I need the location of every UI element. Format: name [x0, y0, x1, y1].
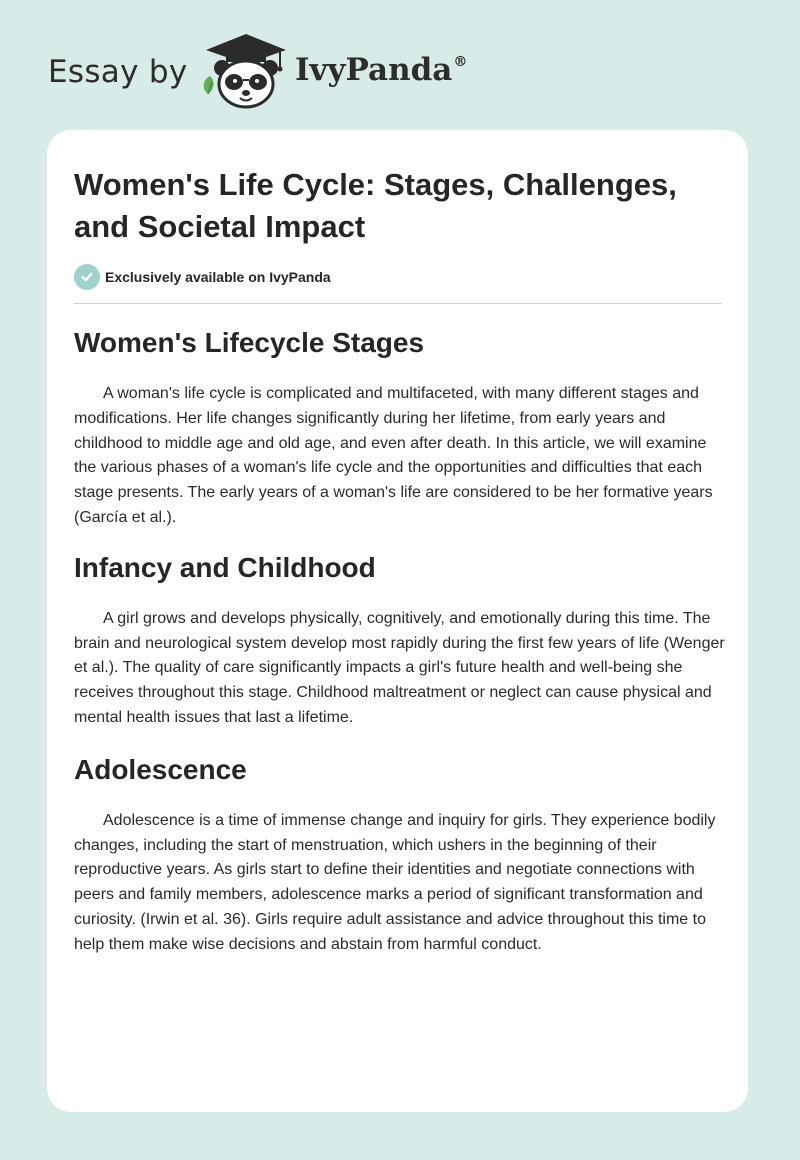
check-icon: [74, 264, 100, 290]
panda-graduate-logo-icon[interactable]: [200, 30, 292, 110]
site-header: [0, 0, 800, 130]
section-infancy-childhood: [74, 545, 726, 731]
section-paragraph: A woman's life cycle is complicated and multifaceted, with many different stages and modifications. Her life changes significantly during her lifetime, from early years and childhood to middle age and old age, and even after death. In this article, we will examine the various phases of a woman's life cycle and the opportunities and difficulties that each stage presents. The early years of a woman's life are considered to be her formative years (García et al.).: [74, 385, 713, 526]
section-heading: Adolescence: [74, 753, 247, 785]
essay-by-label: Essay by: [48, 54, 188, 90]
section-paragraph: A girl grows and develops physically, cognitively, and emotionally during this time. The brain and neurological system develop most rapidly during the first few years of life (Wenger et al.). The quality of care significantly impacts a girl's future health and well-being she receives throughout this stage. Childhood maltreatment or neglect can cause physical and mental health issues that last a lifetime.: [74, 609, 725, 726]
section-lifecycle-stages: [74, 320, 726, 531]
essay-body: [74, 320, 726, 958]
section-paragraph: Adolescence is a time of immense change and inquiry for girls. They experience bodily changes, including the start of menstruation, which ushers in the beginning of their reproductive years. As girls start to define their identities and negotiate connections with peers and family members, adolescence marks a period of significant transformation and curiosity. (Irwin et al. 36). Girls require adult assistance and advice throughout this time to help them make wise decisions and abstain from harmful conduct.: [74, 811, 716, 953]
divider: [74, 303, 722, 304]
page-title: Women's Life Cycle: Stages, Challenges, and Societal Impact: [74, 167, 677, 244]
exclusive-badge: [74, 264, 331, 290]
essay-card: [47, 130, 748, 1112]
brand-name[interactable]: IvyPanda®: [295, 52, 468, 88]
exclusive-label: Exclusively available on IvyPanda: [105, 269, 331, 285]
section-heading: Women's Lifecycle Stages: [74, 327, 425, 358]
section-adolescence: [74, 747, 726, 958]
section-heading: Infancy and Childhood: [74, 551, 376, 583]
registered-mark: ®: [453, 54, 468, 70]
